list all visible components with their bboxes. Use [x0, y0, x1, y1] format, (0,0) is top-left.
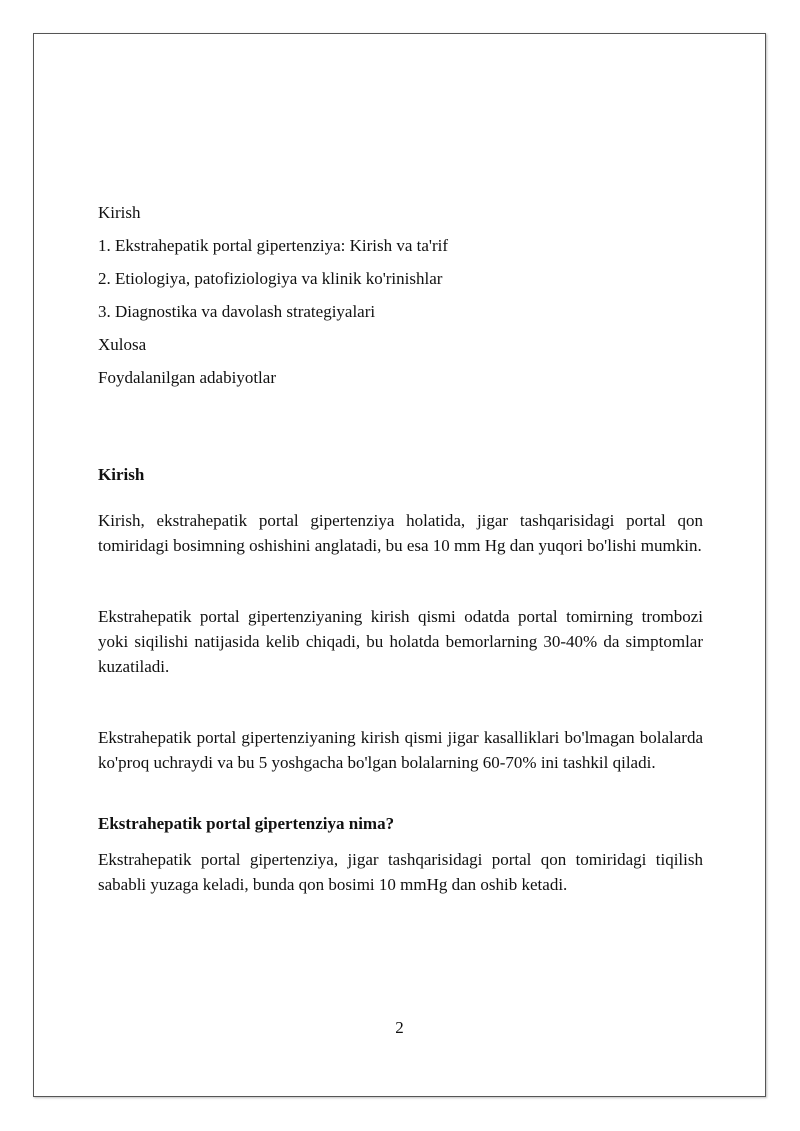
toc-item-1: 1. Ekstrahepatik portal gipertenziya: Kirish va ta'rif	[98, 236, 449, 255]
definition-paragraph: Ekstrahepatik portal gipertenziya, jigar tashqarisidagi portal qon tomiridagi tiqilish sababli yuzaga keladi, bunda qon bosimi 10 mmHg dan oshib ketadi.	[98, 850, 703, 894]
toc-item-intro: Kirish	[98, 203, 141, 222]
intro-paragraph-1: Kirish, ekstrahepatik portal gipertenziya holatida, jigar tashqarisidagi portal qon tomiridagi bosimning oshishini anglatadi, bu esa 10 mm Hg dan yuqori bo'lishi mumkin.	[98, 511, 703, 555]
section-heading-intro: Kirish	[98, 465, 145, 484]
table-of-contents	[98, 202, 703, 389]
toc-item-3: 3. Diagnostika va davolash strategiyalari	[98, 302, 376, 321]
page-number: 2	[395, 1018, 404, 1037]
intro-paragraph-2: Ekstrahepatik portal gipertenziyaning kirish qismi odatda portal tomirning trombozi yoki siqilishi natijasida kelib chiqadi, bu holatda bemorlarning 30-40% da simptomlar kuzatiladi.	[98, 607, 703, 676]
document-page	[33, 33, 766, 1097]
toc-item-references: Foydalanilgan adabiyotlar	[98, 368, 276, 387]
toc-item-conclusion: Xulosa	[98, 335, 147, 354]
section-heading-definition: Ekstrahepatik portal gipertenziya nima?	[98, 814, 395, 833]
page-content	[98, 202, 703, 897]
toc-item-2: 2. Etiologiya, patofiziologiya va klinik ko'rinishlar	[98, 269, 443, 288]
intro-paragraph-3: Ekstrahepatik portal gipertenziyaning kirish qismi jigar kasalliklari bo'lmagan bolalarda ko'proq uchraydi va bu 5 yoshgacha bo'lgan bolalarning 60-70% ini tashkil qiladi.	[98, 728, 703, 772]
